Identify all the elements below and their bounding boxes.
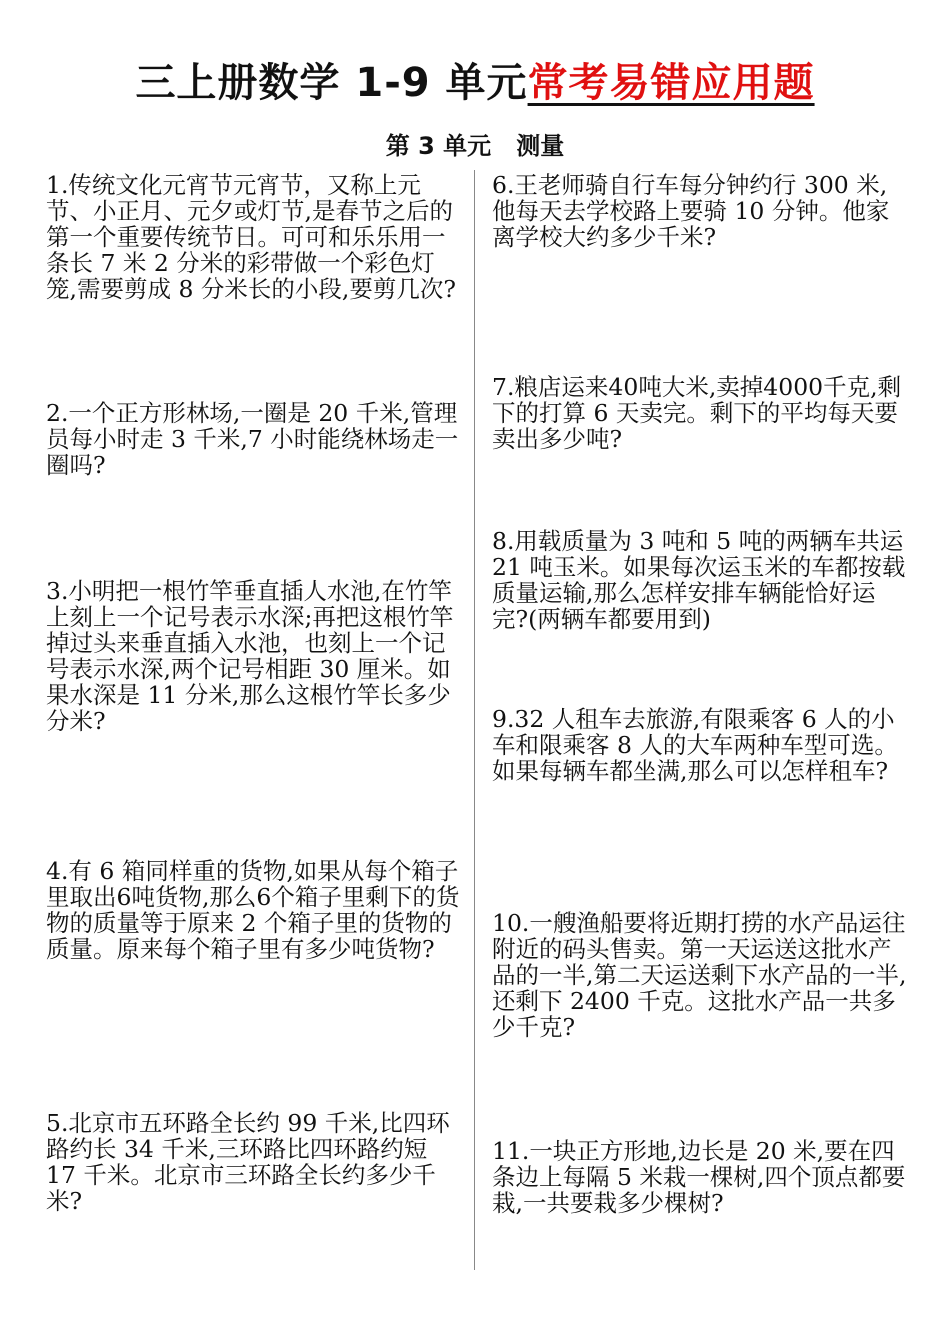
question-7: 7.粮店运来40吨大米,卖掉4000千克,剩下的打算 6 天卖完。剩下的平均每天要卖出多少吨? <box>492 373 902 453</box>
question-4: 4.有 6 箱同样重的货物,如果从每个箱子里取出6吨货物,那么6个箱子里剩下的货物的质量等于原来 2 个箱子里的货物的质量。原来每个箱子里有多少吨货物? <box>46 857 460 963</box>
question-9: 9.32 人租车去旅游,有限乘客 6 人的小车和限乘客 8 人的大车两种车型可选。如果每辆车都坐满,那么可以怎样租车? <box>492 705 898 785</box>
page-title <box>0 58 950 108</box>
question-1: 1.传统文化元宵节元宵节，又称上元节、小正月、元夕或灯节,是春节之后的第一个重要传统节日。可可和乐乐用一条长 7 米 2 分米的彩带做一个彩色灯笼,需要剪成 8 分米长的小段,要剪几次? <box>46 171 456 303</box>
question-3: 3.小明把一根竹竿垂直插人水池,在竹竿上刻上一个记号表示水深;再把这根竹竿掉过头来垂直插入水池，也刻上一个记号表示水深,两个记号相距 30 厘米。如果水深是 11 分米,那么这根竹竿长多少分米? <box>46 577 454 735</box>
question-10: 10.一艘渔船要将近期打捞的水产品运往附近的码头售卖。第一天运送这批水产品的一半,第二天运送剩下水产品的一半,还剩下 2400 千克。这批水产品一共多少千克? <box>492 909 907 1041</box>
question-8: 8.用载质量为 3 吨和 5 吨的两辆车共运 21 吨玉米。如果每次运玉米的车都按载质量运输,那么怎样安排车辆能恰好运完?(两辆车都要用到) <box>492 527 906 633</box>
question-6: 6.王老师骑自行车每分钟约行 300 米,他每天去学校路上要骑 10 分钟。他家离学校大约多少千米? <box>492 171 890 251</box>
question-5: 5.北京市五环路全长约 99 千米,比四环路约长 34 千米,三环路比四环路约短 17 千米。北京市三环路全长约多少千米? <box>46 1109 450 1215</box>
title-main: 三上册数学 1-9 单元 <box>135 60 528 106</box>
unit-heading: 第 3 单元 测量 <box>385 132 565 160</box>
column-divider <box>474 170 475 1270</box>
question-11: 11.一块正方形地,边长是 20 米,要在四条边上每隔 5 米栽一棵树,四个顶点都要栽,一共要栽多少棵树? <box>492 1137 906 1217</box>
question-2: 2.一个正方形林场,一圈是 20 千米,管理员每小时走 3 千米,7 小时能绕林场走一圈吗? <box>46 399 459 479</box>
title-highlight: 常考易错应用题 <box>527 60 815 106</box>
